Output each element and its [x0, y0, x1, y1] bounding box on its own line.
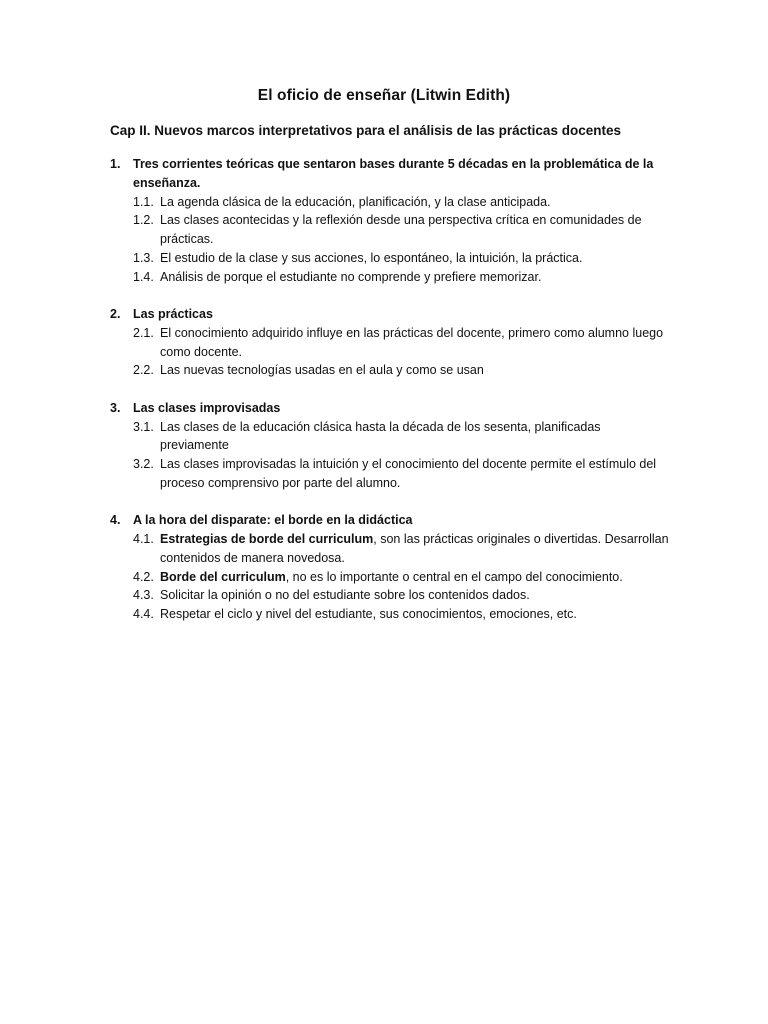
- list-item: [110, 193, 670, 212]
- section-heading-text: Las prácticas: [133, 307, 213, 322]
- list-item: [110, 605, 670, 624]
- section-number: 1.: [110, 157, 121, 171]
- section-heading: [110, 511, 670, 530]
- item-text: Respetar el ciclo y nivel del estudiante, sus conocimientos, emociones, etc.: [160, 607, 577, 622]
- section-number: 2.: [110, 307, 121, 322]
- item-number: 4.1.: [133, 532, 154, 547]
- item-number: 4.3.: [133, 588, 154, 603]
- item-number: 1.2.: [133, 213, 154, 228]
- item-number: 4.4.: [133, 607, 154, 622]
- list-item: [110, 418, 670, 456]
- item-text: [160, 530, 670, 568]
- outline-section-2: [110, 305, 670, 380]
- outline-section-4: [110, 511, 670, 624]
- list-item: [110, 568, 670, 587]
- item-number: 3.1.: [133, 419, 154, 434]
- item-text: Las clases improvisadas la intuición y el conocimiento del docente permite el estímulo del proceso comprensivo por parte del alumno.: [160, 457, 657, 490]
- section-heading-text: Las clases improvisadas: [133, 400, 281, 415]
- list-item: [110, 249, 670, 268]
- item-text-rest: , son las prácticas originales o divertidas. Desarrollan contenidos de manera novedosa.: [160, 532, 669, 565]
- item-text-rest: , no es lo importante o central en el campo del conocimiento.: [285, 569, 623, 584]
- item-number: 3.2.: [133, 457, 154, 472]
- item-text: Las clases de la educación clásica hasta la década de los sesenta, planificadas previamente: [160, 419, 601, 453]
- list-item: [110, 455, 670, 493]
- section-heading-text: Tres corrientes teóricas que sentaron bases durante 5 décadas en la problemática de la enseñanza.: [133, 157, 654, 190]
- item-number: 4.2.: [133, 569, 154, 584]
- item-bold-term: Estrategias de borde del curriculum: [160, 532, 374, 547]
- section-number: 3.: [110, 400, 121, 415]
- section-heading: [110, 399, 670, 418]
- list-item: [110, 268, 670, 287]
- item-number: 1.4.: [133, 269, 154, 284]
- list-item: [110, 324, 670, 362]
- document-title: El oficio de enseñar (Litwin Edith): [257, 87, 511, 104]
- item-number: 1.1.: [133, 194, 154, 209]
- section-heading-text: A la hora del disparate: el borde en la didáctica: [133, 513, 413, 528]
- section-number: 4.: [110, 513, 121, 528]
- item-text: [160, 568, 670, 587]
- outline-list: [110, 155, 670, 643]
- item-text: El conocimiento adquirido influye en las prácticas del docente, primero como alumno luego como docente.: [160, 325, 664, 359]
- item-text: Análisis de porque el estudiante no comprende y prefiere memorizar.: [160, 269, 542, 284]
- item-text: Solicitar la opinión o no del estudiante sobre los contenidos dados.: [160, 588, 530, 603]
- outline-section-3: [110, 399, 670, 493]
- item-bold-term: Borde del curriculum: [160, 569, 286, 584]
- section-heading: [110, 155, 670, 193]
- item-text: El estudio de la clase y sus acciones, lo espontáneo, la intuición, la práctica.: [160, 250, 583, 265]
- item-number: 1.3.: [133, 250, 154, 265]
- list-item: [110, 211, 670, 249]
- item-text: La agenda clásica de la educación, planificación, y la clase anticipada.: [160, 194, 551, 209]
- list-item: [110, 530, 670, 568]
- chapter-heading: Cap II. Nuevos marcos interpretativos para el análisis de las prácticas docentes: [110, 123, 621, 138]
- section-heading: [110, 305, 670, 324]
- item-number: 2.2.: [133, 363, 154, 378]
- list-item: [110, 361, 670, 380]
- list-item: [110, 586, 670, 605]
- item-text: Las clases acontecidas y la reflexión desde una perspectiva crítica en comunidades de prácticas.: [160, 213, 642, 247]
- item-text: Las nuevas tecnologías usadas en el aula y como se usan: [160, 363, 484, 378]
- outline-section-1: [110, 155, 670, 287]
- item-number: 2.1.: [133, 325, 154, 340]
